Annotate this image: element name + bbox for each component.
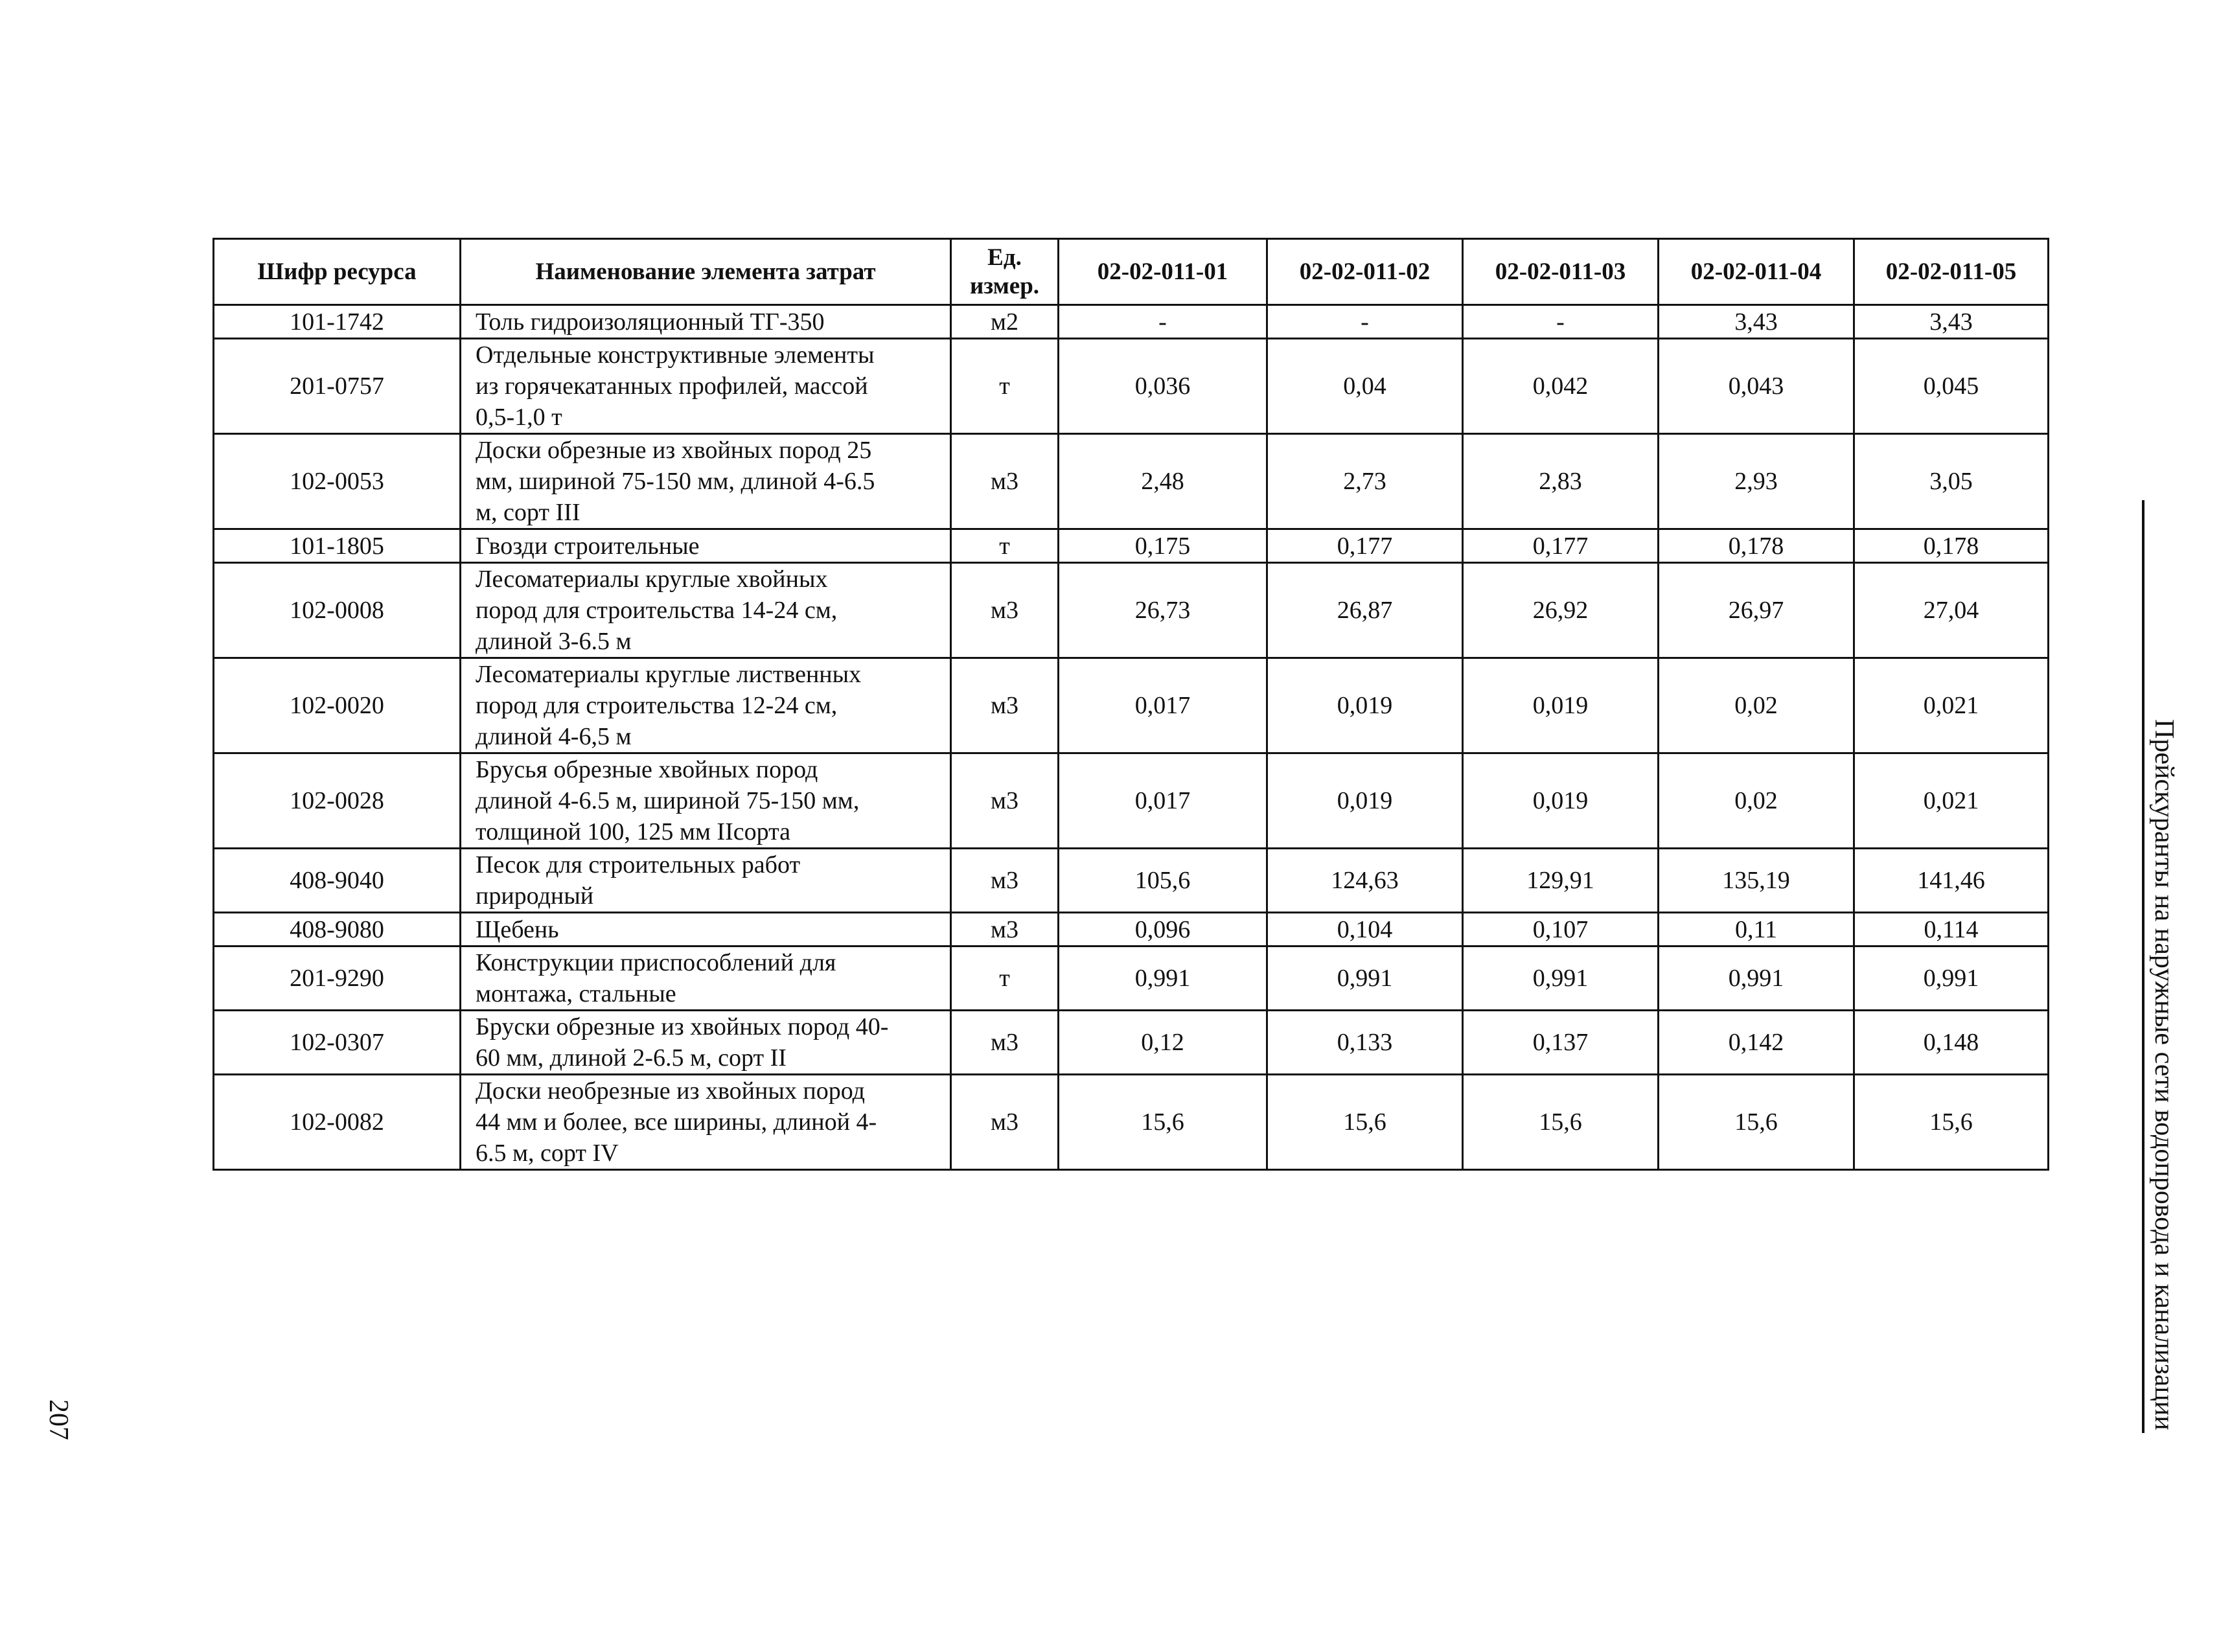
table-body: [214, 305, 2049, 1170]
cell-value-col5: 0,021: [1854, 753, 2049, 849]
cell-value-col2: 0,04: [1267, 339, 1463, 434]
cell-name-line: Брусья обрезные хвойных пород: [476, 756, 818, 783]
cell-name: [461, 1011, 951, 1075]
cell-unit: м3: [951, 434, 1059, 529]
cell-unit: м3: [951, 658, 1059, 753]
table-row: [214, 946, 2049, 1011]
cell-value-col1: -: [1059, 305, 1267, 339]
cell-name: [461, 849, 951, 913]
header-unit-line2: измер.: [969, 272, 1040, 299]
table-row: [214, 339, 2049, 434]
cell-name-line: м, сорт III: [476, 499, 581, 526]
cell-value-col4: 0,043: [1659, 339, 1854, 434]
cell-value-col4: 3,43: [1659, 305, 1854, 339]
cell-value-col1: 105,6: [1059, 849, 1267, 913]
cell-unit: т: [951, 529, 1059, 563]
cell-name-line: Доски обрезные из хвойных пород 25: [476, 437, 872, 464]
cell-name-line: Толь гидроизоляционный ТГ-350: [476, 308, 825, 336]
side-title: Прейскуранты на наружные сети водопровода и канализации: [2149, 719, 2179, 1430]
cell-value-col1: 0,991: [1059, 946, 1267, 1011]
page-number: 207: [43, 1399, 73, 1440]
cell-value-col1: 0,175: [1059, 529, 1267, 563]
cell-code: 408-9040: [214, 849, 461, 913]
cell-name: [461, 563, 951, 658]
cell-value-col3: 2,83: [1463, 434, 1659, 529]
cell-code: 201-0757: [214, 339, 461, 434]
cell-unit: м2: [951, 305, 1059, 339]
header-col3: 02-02-011-03: [1463, 239, 1659, 305]
cell-value-col2: 26,87: [1267, 563, 1463, 658]
cell-value-col2: 15,6: [1267, 1075, 1463, 1170]
cell-value-col1: 0,017: [1059, 658, 1267, 753]
cell-value-col3: 0,107: [1463, 913, 1659, 946]
cell-value-col2: 0,133: [1267, 1011, 1463, 1075]
resource-table: [213, 238, 2049, 1171]
cell-name-line: природный: [476, 882, 594, 910]
cell-name: [461, 913, 951, 946]
cell-name-line: длиной 3-6.5 м: [476, 628, 632, 655]
cell-value-col2: -: [1267, 305, 1463, 339]
cell-code: 102-0053: [214, 434, 461, 529]
cell-name-line: Песок для строительных работ: [476, 851, 801, 878]
cell-value-col3: 0,019: [1463, 658, 1659, 753]
table-row: [214, 1011, 2049, 1075]
cell-value-col4: 0,02: [1659, 658, 1854, 753]
table-row: [214, 658, 2049, 753]
cell-name-line: Отдельные конструктивные элементы: [476, 341, 875, 369]
cell-value-col1: 26,73: [1059, 563, 1267, 658]
table-row: [214, 305, 2049, 339]
cell-value-col4: 0,02: [1659, 753, 1854, 849]
cell-code: 102-0020: [214, 658, 461, 753]
cell-code: 102-0008: [214, 563, 461, 658]
cell-name-line: 6.5 м, сорт IV: [476, 1140, 619, 1167]
cell-name: [461, 305, 951, 339]
cell-unit: м3: [951, 753, 1059, 849]
header-col4: 02-02-011-04: [1659, 239, 1854, 305]
cell-value-col1: 0,096: [1059, 913, 1267, 946]
cell-name-line: Лесоматериалы круглые лиственных: [476, 661, 862, 688]
cell-name: [461, 1075, 951, 1170]
cell-value-col4: 0,178: [1659, 529, 1854, 563]
cell-value-col5: 15,6: [1854, 1075, 2049, 1170]
cell-value-col4: 26,97: [1659, 563, 1854, 658]
cell-name: [461, 434, 951, 529]
cell-value-col4: 0,11: [1659, 913, 1854, 946]
cell-value-col4: 15,6: [1659, 1075, 1854, 1170]
cell-name: [461, 946, 951, 1011]
table-header-row: [214, 239, 2049, 305]
cell-value-col5: 0,178: [1854, 529, 2049, 563]
side-rule: [2142, 500, 2144, 1433]
cell-value-col4: 2,93: [1659, 434, 1854, 529]
cell-code: 101-1805: [214, 529, 461, 563]
cell-value-col4: 135,19: [1659, 849, 1854, 913]
cell-unit: м3: [951, 849, 1059, 913]
cell-name-line: из горячекатанных профилей, массой: [476, 373, 868, 400]
cell-code: 201-9290: [214, 946, 461, 1011]
cell-value-col4: 0,142: [1659, 1011, 1854, 1075]
cell-value-col3: 129,91: [1463, 849, 1659, 913]
cell-value-col2: 124,63: [1267, 849, 1463, 913]
cell-name-line: толщиной 100, 125 мм IIсорта: [476, 818, 791, 845]
cell-value-col2: 0,104: [1267, 913, 1463, 946]
cell-unit: м3: [951, 563, 1059, 658]
cell-value-col5: 0,991: [1854, 946, 2049, 1011]
cell-value-col5: 141,46: [1854, 849, 2049, 913]
cell-value-col5: 0,114: [1854, 913, 2049, 946]
cell-value-col3: 0,137: [1463, 1011, 1659, 1075]
header-name: Наименование элемента затрат: [461, 239, 951, 305]
cell-code: 102-0028: [214, 753, 461, 849]
cell-name: [461, 529, 951, 563]
cell-unit: м3: [951, 913, 1059, 946]
table-row: [214, 1075, 2049, 1170]
header-code: Шифр ресурса: [214, 239, 461, 305]
cell-code: 408-9080: [214, 913, 461, 946]
cell-name-line: 44 мм и более, все ширины, длиной 4-: [476, 1108, 877, 1136]
cell-value-col1: 2,48: [1059, 434, 1267, 529]
header-unit: [951, 239, 1059, 305]
header-col2: 02-02-011-02: [1267, 239, 1463, 305]
cell-name-line: Бруски обрезные из хвойных пород 40-: [476, 1013, 889, 1040]
cell-value-col3: 0,019: [1463, 753, 1659, 849]
cell-value-col2: 2,73: [1267, 434, 1463, 529]
table-row: [214, 529, 2049, 563]
cell-code: 102-0082: [214, 1075, 461, 1170]
table-row: [214, 753, 2049, 849]
cell-value-col5: 3,43: [1854, 305, 2049, 339]
cell-name-line: 60 мм, длиной 2-6.5 м, сорт II: [476, 1044, 787, 1072]
cell-value-col3: 0,991: [1463, 946, 1659, 1011]
cell-value-col5: 0,148: [1854, 1011, 2049, 1075]
cell-value-col2: 0,177: [1267, 529, 1463, 563]
cell-unit: м3: [951, 1075, 1059, 1170]
cell-value-col4: 0,991: [1659, 946, 1854, 1011]
cell-name-line: Конструкции приспособлений для: [476, 949, 836, 976]
header-unit-line1: Ед.: [987, 244, 1022, 271]
cell-name-line: пород для строительства 14-24 см,: [476, 597, 838, 624]
cell-name-line: Лесоматериалы круглые хвойных: [476, 566, 828, 593]
cell-value-col2: 0,019: [1267, 658, 1463, 753]
cell-name-line: длиной 4-6.5 м, шириной 75-150 мм,: [476, 787, 860, 814]
cell-value-col2: 0,991: [1267, 946, 1463, 1011]
cell-name-line: Гвозди строительные: [476, 532, 700, 560]
header-col5: 02-02-011-05: [1854, 239, 2049, 305]
cell-name-line: мм, шириной 75-150 мм, длиной 4-6.5: [476, 468, 875, 495]
cell-value-col3: -: [1463, 305, 1659, 339]
cell-code: 102-0307: [214, 1011, 461, 1075]
cell-value-col5: 0,045: [1854, 339, 2049, 434]
cell-value-col2: 0,019: [1267, 753, 1463, 849]
cell-unit: т: [951, 339, 1059, 434]
table-row: [214, 563, 2049, 658]
cell-value-col3: 26,92: [1463, 563, 1659, 658]
cell-name-line: 0,5-1,0 т: [476, 404, 562, 431]
cell-value-col3: 15,6: [1463, 1075, 1659, 1170]
cell-unit: м3: [951, 1011, 1059, 1075]
cell-value-col5: 0,021: [1854, 658, 2049, 753]
table-row: [214, 434, 2049, 529]
table-row: [214, 913, 2049, 946]
cell-value-col1: 0,036: [1059, 339, 1267, 434]
cell-name: [461, 658, 951, 753]
cell-name: [461, 339, 951, 434]
cell-value-col3: 0,042: [1463, 339, 1659, 434]
header-col1: 02-02-011-01: [1059, 239, 1267, 305]
cell-name: [461, 753, 951, 849]
cell-value-col5: 3,05: [1854, 434, 2049, 529]
cell-name-line: Доски необрезные из хвойных пород: [476, 1077, 865, 1105]
cell-name-line: пород для строительства 12-24 см,: [476, 692, 838, 719]
cell-code: 101-1742: [214, 305, 461, 339]
cell-value-col5: 27,04: [1854, 563, 2049, 658]
cell-value-col1: 15,6: [1059, 1075, 1267, 1170]
cell-unit: т: [951, 946, 1059, 1011]
table-row: [214, 849, 2049, 913]
cell-name-line: длиной 4-6,5 м: [476, 723, 632, 750]
cell-value-col1: 0,12: [1059, 1011, 1267, 1075]
cell-name-line: монтажа, стальные: [476, 980, 676, 1007]
cell-value-col3: 0,177: [1463, 529, 1659, 563]
cell-name-line: Щебень: [476, 915, 559, 943]
cell-value-col1: 0,017: [1059, 753, 1267, 849]
